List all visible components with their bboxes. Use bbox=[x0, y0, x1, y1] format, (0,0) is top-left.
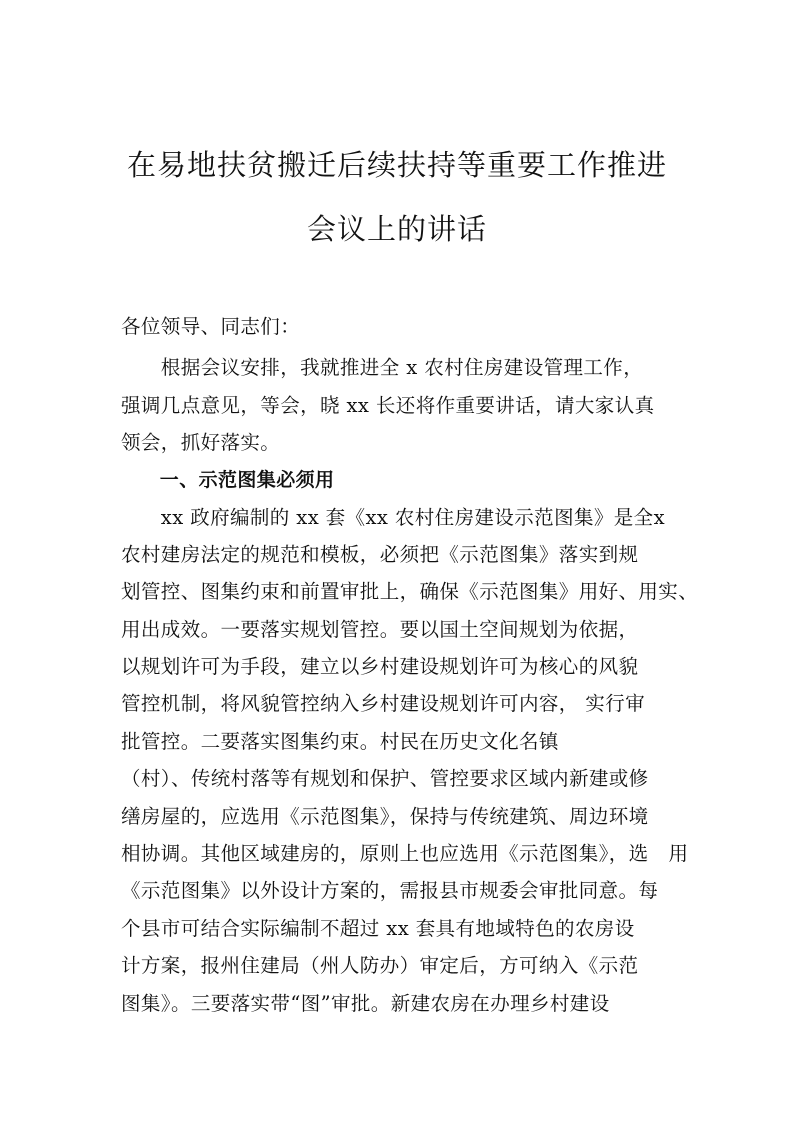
document-title-line-2: 会议上的讲话 bbox=[306, 212, 487, 246]
body-line: 《示范图集》以外设计方案的，需报县市规委会审批同意。每 bbox=[121, 879, 659, 902]
body-line: 领会，抓好落实。 bbox=[121, 431, 281, 454]
body-line: 个县市可结合实际编制不超过 xx 套具有地域特色的农房设 bbox=[121, 917, 635, 940]
body-line: 强调几点意见，等会，晓 xx 长还将作重要讲话，请大家认真 bbox=[121, 394, 655, 417]
salutation: 各位领导、同志们： bbox=[121, 315, 301, 338]
body-line: 相协调。其他区域建房的，原则上也应选用《示范图集》，选 用 bbox=[121, 842, 689, 865]
body-line: 图集》。三要落实带“图”审批。新建农房在办理乡村建设 bbox=[121, 992, 610, 1015]
body-line: 农村建房法定的规范和模板，必须把《示范图集》落实到规 bbox=[121, 543, 639, 566]
section-heading: 一、示范图集必须用 bbox=[121, 469, 335, 491]
body-line: 划管控、图集约束和前置审批上，确保《示范图集》用好、用实、 bbox=[121, 580, 699, 603]
body-line: 计方案，报州住建局（州人防办）审定后，方可纳入《示范 bbox=[121, 954, 639, 977]
body-line: 管控机制，将风貌管控纳入乡村建设规划许可内容， 实行审 bbox=[121, 692, 645, 715]
body-line: 用出成效。一要落实规划管控。要以国土空间规划为依据， bbox=[121, 618, 639, 641]
body-line: 缮房屋的，应选用《示范图集》，保持与传统建筑、周边环境 bbox=[121, 805, 649, 828]
body-line: xx 政府编制的 xx 套《xx 农村住房建设示范图集》是全x bbox=[121, 506, 665, 529]
body-line: （村）、传统村落等有规划和保护、管控要求区域内新建或修 bbox=[121, 767, 649, 790]
document-title-line-1: 在易地扶贫搬迁后续扶持等重要工作推进 bbox=[126, 148, 667, 182]
body-line: 批管控。二要落实图集约束。村民在历史文化名镇 bbox=[121, 730, 559, 753]
body-line: 根据会议安排，我就推进全 x 农村住房建设管理工作， bbox=[121, 356, 644, 379]
body-line: 以规划许可为手段，建立以乡村建设规划许可为核心的风貌 bbox=[121, 655, 639, 678]
